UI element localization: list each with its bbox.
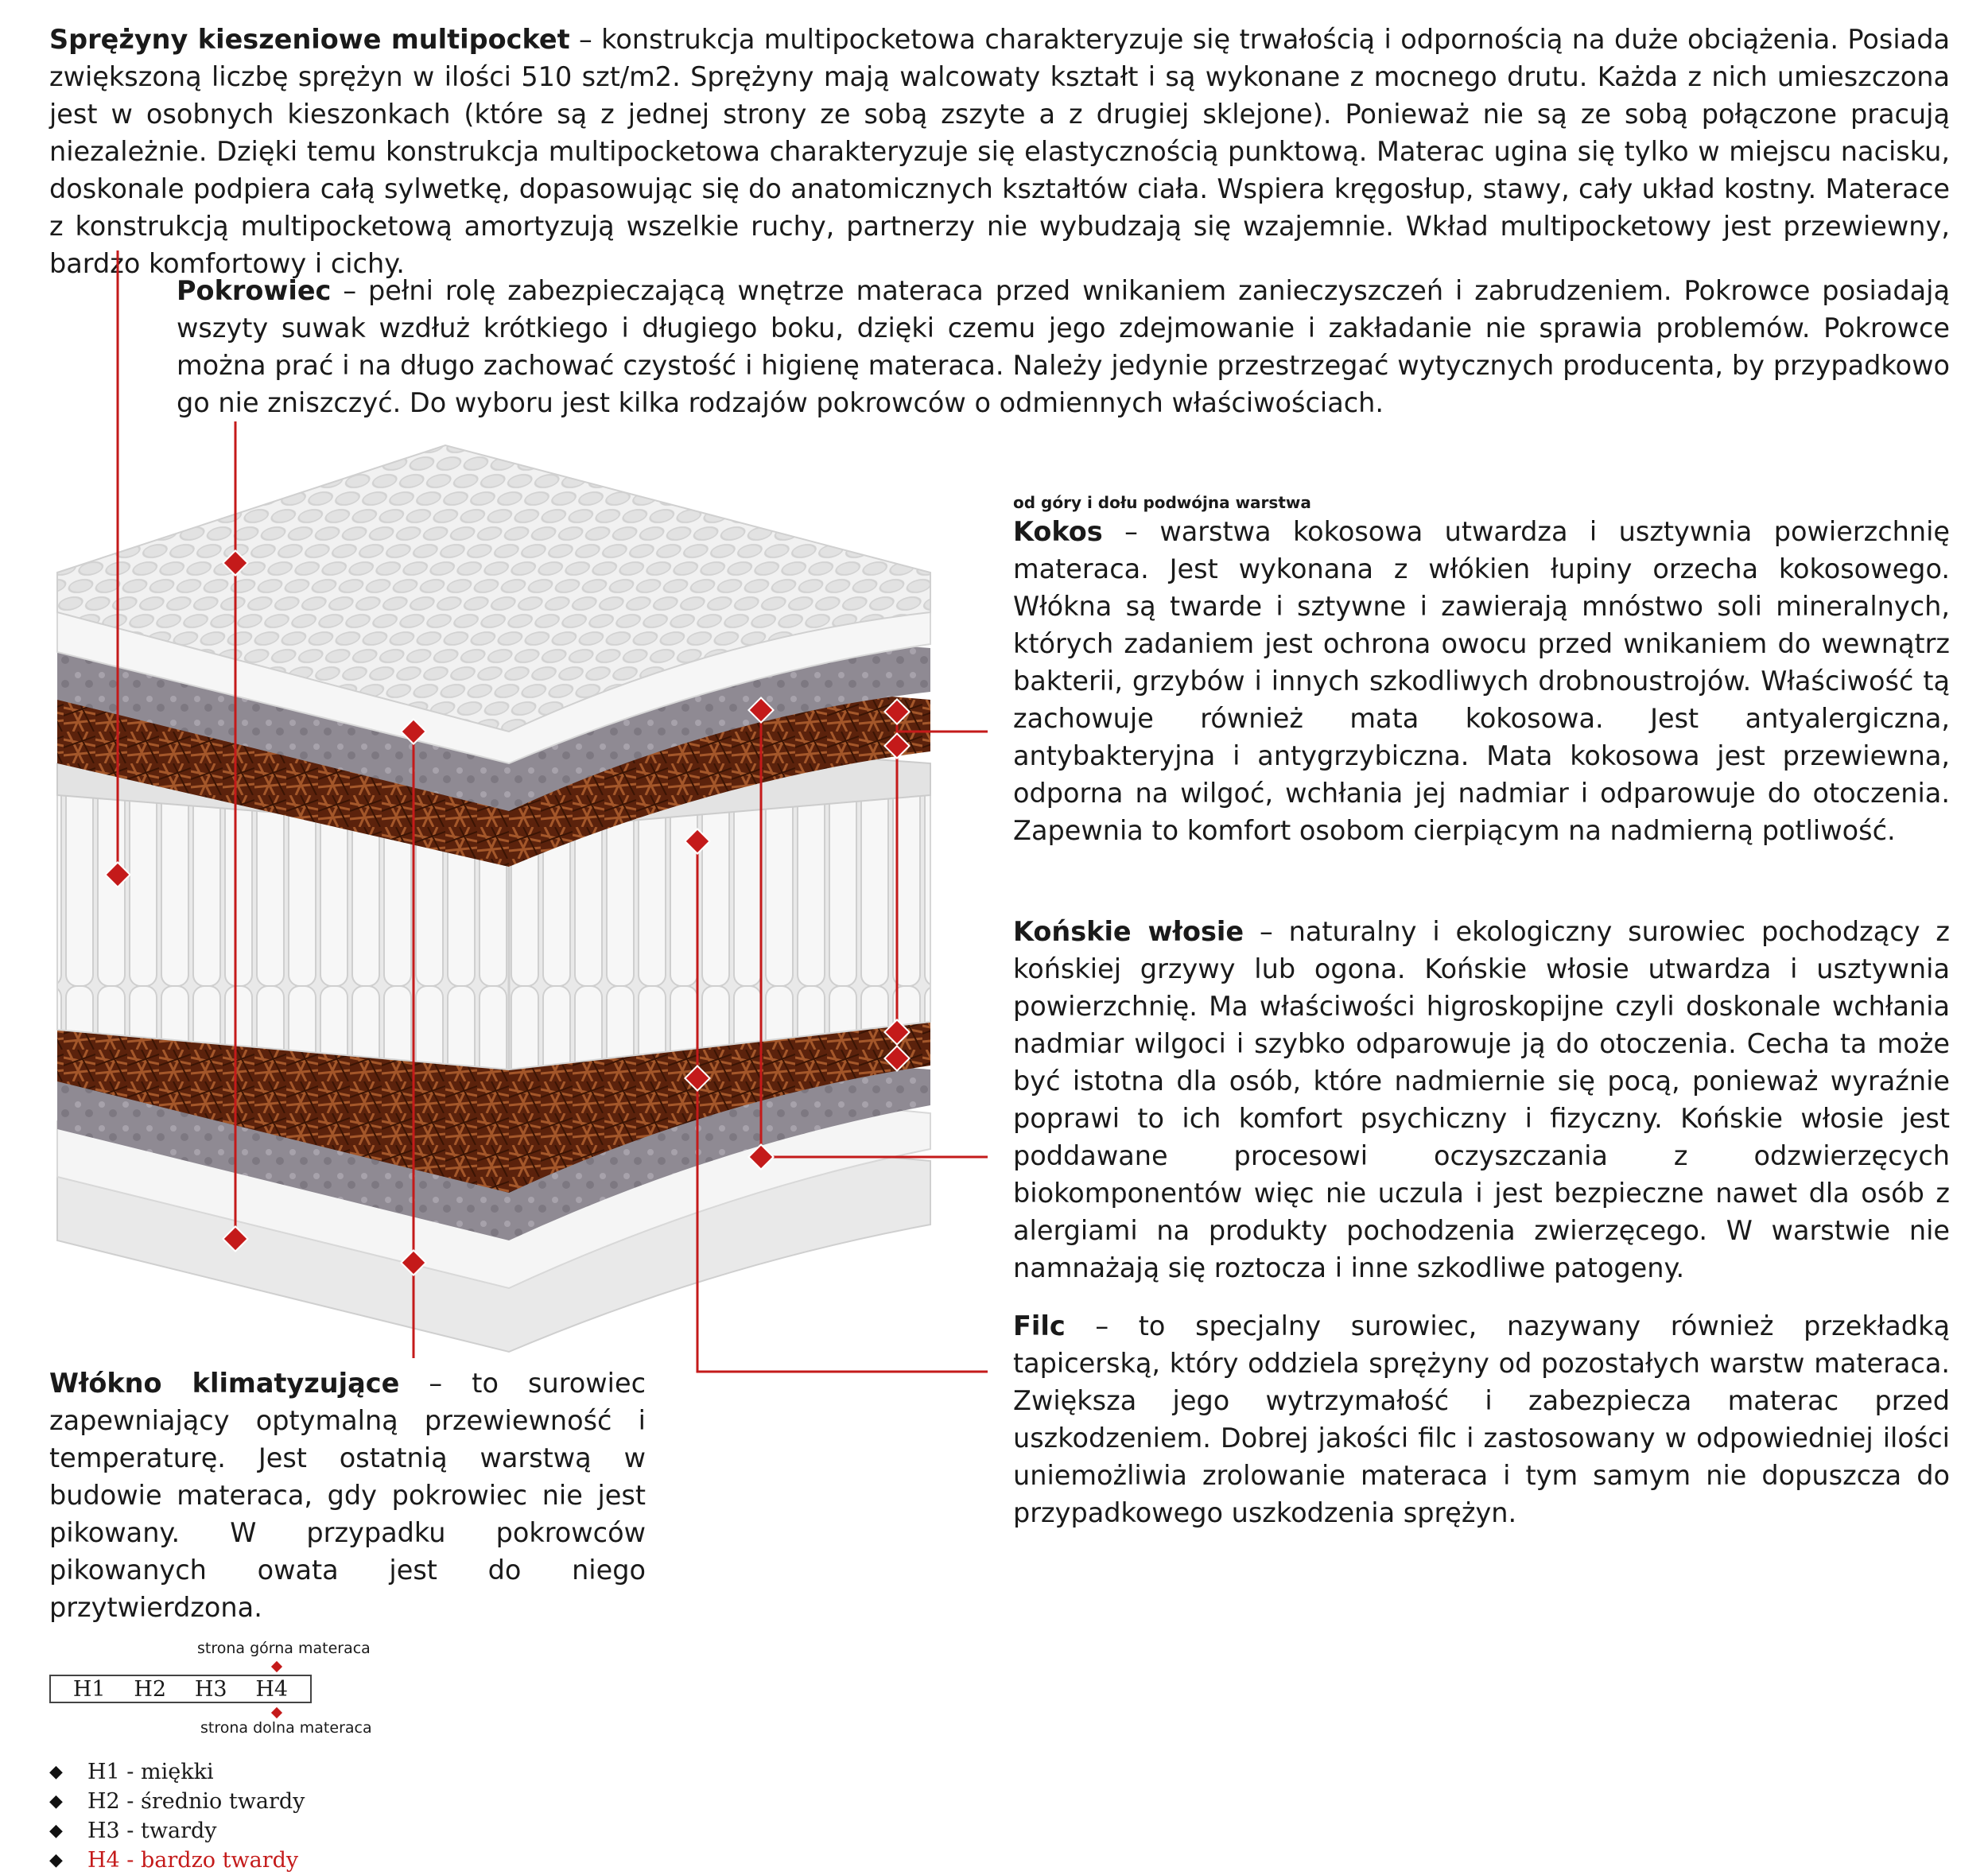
double-layer-note: od góry i dołu podwójna warstwa (1013, 493, 1311, 512)
legend-item-h4: ◆ H4 - bardzo twardy (49, 1848, 299, 1873)
diamond-icon: ◆ (49, 1792, 63, 1811)
horsehair-text: – naturalny i ekologiczny surowiec pochodzący z końskiej grzywy lub ogona. Końskie włosie utwardza i usztywnia powierzchnię. Ma właściwości higroskopijne czyli doskonale wchłania nadmiar wilgoci i szybko odparowuje ją do otoczenia. Cecha ta może być istotna dla osób, które nadmiernie się pocą, ponieważ wyraźnie poprawi to ich komfort psychiczny i fizyczny. Końskie włosie jest poddawane procesowi oczyszczania z odzwierzęcych biokomponentów więc nie uczula i jest bezpieczne nawet dla osób z alergiami na produkty pochodzenia zwierzęcego. W warstwie nie namnażają się roztocza i inne szkodliwe patogeny. (1013, 916, 1950, 1283)
scale-top-label: strona górna materaca (197, 1640, 371, 1657)
legend-item-h2: ◆ H2 - średnio twardy (49, 1789, 305, 1814)
scale-level-h3: H3 (194, 1676, 227, 1702)
coconut-text: – warstwa kokosowa utwardza i usztywnia powierzchnię materaca. Jest wykonana z włókien łupiny orzecha kokosowego. Włókna są twarde i sztywne i zawierają mnóstwo soli mineralnych, których zadaniem jest ochrona owocu przed wnikaniem do wewnątrz bakterii, grzybów i innych szkodliwych drobnoustrojów. Właściwość tą zachowuje również mata kokosowa. Jest antyalergiczna, antybakteryjna i antygrzybiczna. Mata kokosowa jest przewiewna, odporna na wilgoć, wchłania jej nadmiar i odparowuje do otoczenia. Zapewnia to komfort osobom cierpiącym na nadmierną potliwość. (1013, 516, 1950, 846)
fiber-text: – to surowiec zapewniający optymalną przewiewność i temperaturę. Jest ostatnią warstwą w budowie materaca, gdy pokrowiec nie jest pikowany. W przypadku pokrowców pikowanych owata jest do niego przytwierdzona. (49, 1368, 646, 1623)
diamond-icon: ◆ (49, 1821, 63, 1841)
cover-text: – pełni rolę zabezpieczającą wnętrze materaca przed wnikaniem zanieczyszczeń i zabrudzeniem. Pokrowce posiadają wszyty suwak wzdłuż krótkiego i długiego boku, dzięki czemu jego zdejmowanie i zakładanie nie sprawia problemów. Pokrowce można prać i na długo zachować czystość i higienę materaca. Należy jedynie przestrzegać wytycznych producenta, by przypadkowo go nie zniszczyć. Do wyboru jest kilka rodzajów pokrowców o odmiennych właściwościach. (177, 275, 1950, 418)
springs-text: – konstrukcja multipocketowa charakteryzuje się trwałością i odpornością na duże obciążenia. Posiada zwiększoną liczbę sprężyn w ilości 510 szt/m2. Sprężyny mają walcowaty kształt i są wykonane z mocnego drutu. Każda z nich umieszczona jest w osobnych kieszonkach (które są z jednej strony ze sobą zszyte a z drugiej sklejone). Ponieważ nie są ze sobą połączone pracują niezależnie. Dzięki temu konstrukcja multipocketowa charakteryzuje się elastycznością punktową. Materac ugina się tylko w miejscu nacisku, doskonale podpiera całą sylwetkę, dopasowując się do anatomicznych kształtów ciała. Wspiera kręgosłup, stawy, cały układ kostny. Materace z konstrukcją multipocketową amortyzują wszelkie ruchy, partnerzy nie wybudzają się wzajemnie. Wkład multipocketowy jest przewiewny, bardzo komfortowy i cichy. (49, 24, 1950, 279)
scale-level-h2: H2 (134, 1676, 167, 1702)
springs-title: Sprężyny kieszeniowe multipocket (49, 24, 570, 55)
coconut-title: Kokos (1013, 516, 1103, 547)
cover-title: Pokrowiec (177, 275, 332, 306)
scale-level-h4: H4 (255, 1676, 289, 1702)
felt-title: Filc (1013, 1310, 1066, 1341)
hardness-scale (49, 1675, 312, 1703)
horsehair-title: Końskie włosie (1013, 916, 1244, 947)
legend-item-h1: ◆ H1 - miękki (49, 1760, 214, 1784)
diamond-icon: ◆ (49, 1762, 63, 1782)
scale-bottom-marker-icon (269, 1705, 285, 1721)
diamond-icon: ◆ (49, 1850, 63, 1870)
scale-bottom-label: strona dolna materaca (200, 1719, 372, 1737)
scale-top-marker-icon (269, 1659, 285, 1675)
hardness-legend (49, 1757, 305, 1875)
felt-text: – to specjalny surowiec, nazywany również przekładką tapicerską, który oddziela sprężyny od pozostałych warstw materaca. Zwiększa jego wytrzymałość i zabezpiecza materac przed uszkodzeniem. Dobrej jakości filc i zastosowany w odpowiedniej ilości uniemożliwia zrolowanie materaca i tym samym nie dopuszcza do przypadkowego uszkodzenia sprężyn. (1013, 1310, 1950, 1528)
fiber-title: Włókno klimatyzujące (49, 1368, 400, 1399)
legend-item-h3: ◆ H3 - twardy (49, 1819, 217, 1843)
scale-level-h1: H1 (72, 1676, 106, 1702)
